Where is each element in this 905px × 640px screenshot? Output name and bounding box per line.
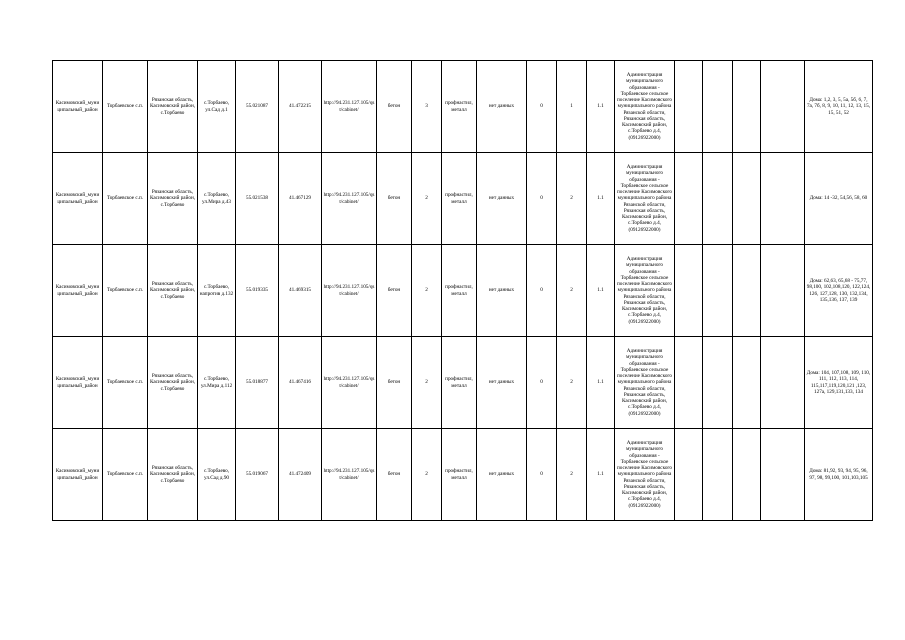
status-cell: нет данных <box>477 337 527 429</box>
street-cell: с.Торбаево, ул.Мира д.43 <box>198 153 236 245</box>
col12-cell: 0 <box>527 429 557 521</box>
region-address-cell: Рязанская область, Касимовский район, с.Торбаево <box>148 337 198 429</box>
longitude-cell: 41.467416 <box>279 337 322 429</box>
settlement-cell: Торбаевское с.п. <box>103 245 148 337</box>
district-cell: Касимовский_муни ципальный_район <box>53 61 103 153</box>
col13-cell: 2 <box>557 337 587 429</box>
status-cell: нет данных <box>477 61 527 153</box>
col12-cell: 0 <box>527 61 557 153</box>
region-address-cell: Рязанская область, Касимовский район, с.Торбаево <box>148 245 198 337</box>
houses-cell: Дома: 81,92, 93, 94, 95, 96, 97, 98, 99,100, 101,103,105 <box>805 429 873 521</box>
col12-cell: 0 <box>527 245 557 337</box>
material-cell: профнастил, металл <box>442 337 477 429</box>
empty-cell <box>675 429 703 521</box>
houses-cell: Дома: 14 -32, 54,56, 58, 60 <box>805 153 873 245</box>
empty-cell <box>675 337 703 429</box>
volume-cell: 1.1 <box>587 429 615 521</box>
settlement-cell: Торбаевское с.п. <box>103 429 148 521</box>
count-cell: 3 <box>412 61 442 153</box>
col13-cell: 2 <box>557 245 587 337</box>
houses-cell: Дома: 104, 107,108, 109, 110, 111, 112, 113, 114, 115,117,119,120,121 ,123, 127а, 129,131,133, 134 <box>805 337 873 429</box>
registry-table <box>52 60 873 521</box>
owner-cell: Администрация муниципального образования - Торбаевское сельское поселение Касимовского муниципального района Рязанской области, Рязанская область, Касимовский район, с.Торбаево д.4, (09126922000) <box>615 429 675 521</box>
empty-cell <box>703 61 733 153</box>
surface-cell: бетон <box>377 61 412 153</box>
settlement-cell: Торбаевское с.п. <box>103 61 148 153</box>
volume-cell: 1.1 <box>587 245 615 337</box>
empty-cell <box>761 337 805 429</box>
houses-cell: Дома: 62,63, 65,68 - 75,77, 98,100, 102,108,120, 122,124, 126, 127,128, 130, 132,134, 135,136, 137, 139 <box>805 245 873 337</box>
longitude-cell: 41.469315 <box>279 245 322 337</box>
surface-cell: бетон <box>377 337 412 429</box>
link-cell: http://94.231.127.105/qst/cabinet/ <box>322 245 377 337</box>
col12-cell: 0 <box>527 337 557 429</box>
count-cell: 2 <box>412 337 442 429</box>
table-row <box>53 245 873 337</box>
count-cell: 2 <box>412 153 442 245</box>
surface-cell: бетон <box>377 245 412 337</box>
col13-cell: 2 <box>557 429 587 521</box>
street-cell: с.Торбаево, ул.Сад д.90 <box>198 429 236 521</box>
table-row <box>53 429 873 521</box>
district-cell: Касимовский_муни ципальный_район <box>53 153 103 245</box>
district-cell: Касимовский_муни ципальный_район <box>53 245 103 337</box>
status-cell: нет данных <box>477 245 527 337</box>
empty-cell <box>733 429 761 521</box>
col13-cell: 1 <box>557 61 587 153</box>
empty-cell <box>761 429 805 521</box>
empty-cell <box>703 153 733 245</box>
street-cell: с.Торбаево, напротив д.132 <box>198 245 236 337</box>
region-address-cell: Рязанская область, Касимовский район, с.Торбаево <box>148 429 198 521</box>
surface-cell: бетон <box>377 429 412 521</box>
owner-cell: Администрация муниципального образования - Торбаевское сельское поселение Касимовского муниципального района Рязанской области, Рязанская область, Касимовский район, с.Торбаево д.4, (09126922000) <box>615 337 675 429</box>
settlement-cell: Торбаевское с.п. <box>103 153 148 245</box>
link-cell: http://94.231.127.105/qst/cabinet/ <box>322 337 377 429</box>
empty-cell <box>733 153 761 245</box>
col13-cell: 2 <box>557 153 587 245</box>
empty-cell <box>733 337 761 429</box>
empty-cell <box>703 337 733 429</box>
owner-cell: Администрация муниципального образования - Торбаевское сельское поселение Касимовского муниципального района Рязанской области, Рязанская область, Касимовский район, с.Торбаево д.4, (09126922000) <box>615 245 675 337</box>
empty-cell <box>703 245 733 337</box>
latitude-cell: 55.019335 <box>236 245 279 337</box>
volume-cell: 1.1 <box>587 61 615 153</box>
material-cell: профнастил, металл <box>442 61 477 153</box>
count-cell: 2 <box>412 245 442 337</box>
settlement-cell: Торбаевское с.п. <box>103 337 148 429</box>
street-cell: с.Торбаево, ул.Мира д.112 <box>198 337 236 429</box>
volume-cell: 1.1 <box>587 337 615 429</box>
region-address-cell: Рязанская область, Касимовский район, с.Торбаево <box>148 61 198 153</box>
surface-cell: бетон <box>377 153 412 245</box>
longitude-cell: 41.472409 <box>279 429 322 521</box>
status-cell: нет данных <box>477 429 527 521</box>
houses-cell: Дома: 1,2, 3, 5, 5а, 5б, 6, 7, 7а, 7б, 8, 9, 10, 11, 12, 13, 15, 15, 51, 52 <box>805 61 873 153</box>
latitude-cell: 55.021538 <box>236 153 279 245</box>
owner-cell: Администрация муниципального образования - Торбаевское сельское поселение Касимовского муниципального района Рязанской области, Рязанская область, Касимовский район, с.Торбаево д.4, (09126922000) <box>615 61 675 153</box>
district-cell: Касимовский_муни ципальный_район <box>53 337 103 429</box>
link-cell: http://94.231.127.105/qst/cabinet/ <box>322 153 377 245</box>
empty-cell <box>675 153 703 245</box>
latitude-cell: 55.018877 <box>236 337 279 429</box>
material-cell: профнастил, металл <box>442 429 477 521</box>
empty-cell <box>675 61 703 153</box>
owner-cell: Администрация муниципального образования - Торбаевское сельское поселение Касимовского муниципального района Рязанской области, Рязанская область, Касимовский район, с.Торбаево д.4, (09126922000) <box>615 153 675 245</box>
latitude-cell: 55.019067 <box>236 429 279 521</box>
latitude-cell: 55.021087 <box>236 61 279 153</box>
longitude-cell: 41.467129 <box>279 153 322 245</box>
empty-cell <box>761 245 805 337</box>
empty-cell <box>761 153 805 245</box>
col12-cell: 0 <box>527 153 557 245</box>
table-row <box>53 61 873 153</box>
link-cell: http://94.231.127.105/qst/cabinet/ <box>322 429 377 521</box>
status-cell: нет данных <box>477 153 527 245</box>
material-cell: профнастил, металл <box>442 153 477 245</box>
count-cell: 2 <box>412 429 442 521</box>
region-address-cell: Рязанская область, Касимовский район, с.Торбаево <box>148 153 198 245</box>
empty-cell <box>733 61 761 153</box>
empty-cell <box>675 245 703 337</box>
material-cell: профнастил, металл <box>442 245 477 337</box>
table-row <box>53 337 873 429</box>
empty-cell <box>761 61 805 153</box>
empty-cell <box>733 245 761 337</box>
empty-cell <box>703 429 733 521</box>
street-cell: с.Торбаево, ул.Сад д.1 <box>198 61 236 153</box>
district-cell: Касимовский_муни ципальный_район <box>53 429 103 521</box>
table-body <box>53 61 873 521</box>
longitude-cell: 41.472215 <box>279 61 322 153</box>
volume-cell: 1.1 <box>587 153 615 245</box>
link-cell: http://94.231.127.105/qst/cabinet/ <box>322 61 377 153</box>
table-row <box>53 153 873 245</box>
